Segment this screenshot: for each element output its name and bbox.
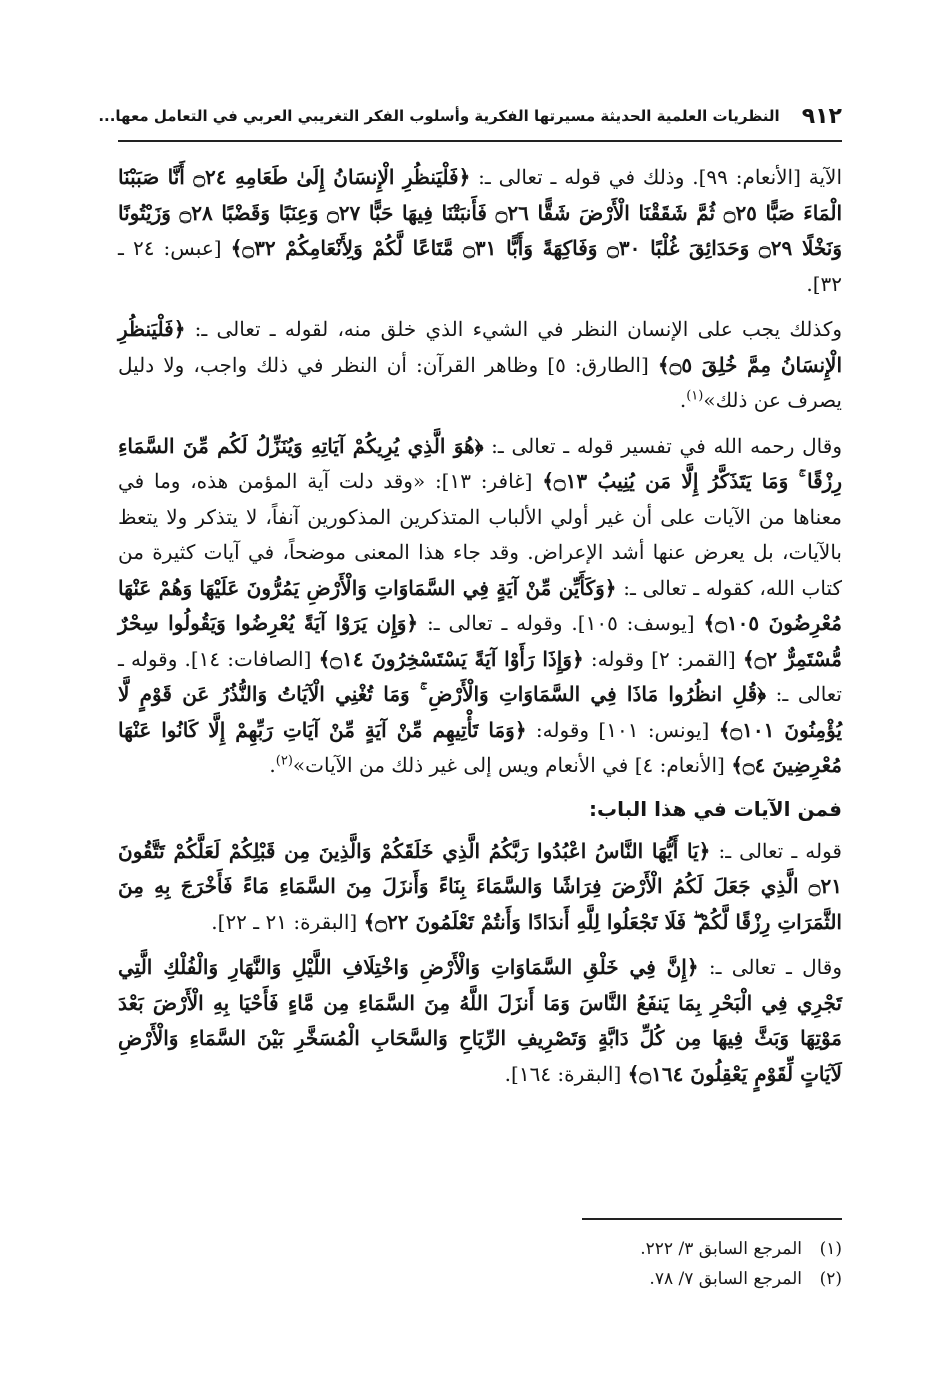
footnote-rule: [582, 1218, 842, 1220]
footnotes: [118, 1234, 842, 1294]
quran-verse: ﴿هُوَ الَّذِي يُرِيكُمْ آيَاتِهِ وَيُنَزِّلُ لَكُم مِّنَ السَّمَاءِ رِزْقًا ۚ وَمَا يَتَذَكَّرُ إِلَّا مَن يُنِيبُ ۝١٣﴾: [118, 433, 842, 493]
footnote-reference: (٢): [275, 753, 293, 769]
quran-verse: ﴿وَإِذَا رَأَوْا آيَةً يَسْتَسْخِرُونَ ۝١٤﴾: [318, 646, 584, 671]
paragraph-text: [القمر: ٢] وقوله:: [583, 646, 743, 671]
paragraph-text: وقال رحمه الله في تفسير قوله ـ تعالى ـ:: [483, 433, 842, 458]
paragraph-text: [عبس: ٢٤ ـ ٣٢].: [118, 236, 842, 296]
paragraph-text: [البقرة: ١٦٤].: [504, 1061, 628, 1086]
paragraph-text: وكذلك يجب على الإنسان النظر في الشيء الذي خلق منه، لقوله ـ تعالى ـ:: [185, 317, 842, 341]
paragraph-text: [الصافات: ١٤]. وقوله ـ تعالى ـ:: [118, 646, 842, 706]
quran-verse: ﴿وَإِن يَرَوْا آيَةً يُعْرِضُوا وَيَقُولُوا سِحْرٌ مُّسْتَمِرٌّ ۝٢﴾: [118, 611, 843, 671]
paragraph-text: [يوسف: ١٠٥]. وقوله ـ تعالى ـ:: [418, 611, 704, 635]
header-rule: [118, 140, 842, 142]
paragraph-text: .: [269, 753, 276, 777]
quran-verse: ﴿يَا أَيُّهَا النَّاسُ اعْبُدُوا رَبَّكُمُ الَّذِي خَلَقَكُمْ وَالَّذِينَ مِن قَبْلِكُمْ لَعَلَّكُمْ تَتَّقُونَ ۝٢١ الَّذِي جَعَلَ لَكُمُ الْأَرْضَ فِرَاشًا وَالسَّمَاءَ بِنَاءً وَأَنزَلَ مِنَ السَّمَاءِ مَاءً فَأَخْرَجَ بِهِ مِنَ الثَّمَرَاتِ رِزْقًا لَّكُمْ ۖ فَلَا تَجْعَلُوا لِلَّهِ أَندَادًا وَأَنتُمْ تَعْلَمُونَ ۝٢٢﴾: [118, 838, 842, 934]
quran-verse: ﴿فَلْيَنظُرِ الْإِنسَانُ إِلَىٰ طَعَامِهِ ۝٢٤ أَنَّا صَبَبْنَا الْمَاءَ صَبًّا ۝٢٥ ثُمَّ شَقَقْنَا الْأَرْضَ شَقًّا ۝٢٦ فَأَنبَتْنَا فِيهَا حَبًّا ۝٢٧ وَعِنَبًا وَقَضْبًا ۝٢٨ وَزَيْتُونًا وَنَخْلًا ۝٢٩ وَحَدَائِقَ غُلْبًا ۝٣٠ وَفَاكِهَةً وَأَبًّا ۝٣١ مَّتَاعًا لَّكُمْ وَلِأَنْعَامِكُمْ ۝٣٢﴾: [118, 165, 843, 260]
paragraph-1: [118, 160, 842, 302]
paragraph-text: [الطارق: ٥] وظاهر القرآن: أن النظر في ذلك واجب، ولا دليل يصرف عن ذلك»: [118, 352, 842, 412]
footnote-number: (١): [819, 1239, 842, 1259]
quran-verse: ﴿إِنَّ فِي خَلْقِ السَّمَاوَاتِ وَالْأَرْضِ وَاخْتِلَافِ اللَّيْلِ وَالنَّهَارِ وَالْفُلْكِ الَّتِي تَجْرِي فِي الْبَحْرِ بِمَا يَنفَعُ النَّاسَ وَمَا أَنزَلَ اللَّهُ مِنَ السَّمَاءِ مِن مَّاءٍ فَأَحْيَا بِهِ الْأَرْضَ بَعْدَ مَوْتِهَا وَبَثَّ فِيهَا مِن كُلِّ دَابَّةٍ وَتَصْرِيفِ الرِّيَاحِ وَالسَّحَابِ الْمُسَخَّرِ بَيْنَ السَّمَاءِ وَالْأَرْضِ لَآيَاتٍ لِّقَوْمٍ يَعْقِلُونَ ۝١٦٤﴾: [118, 955, 842, 1086]
running-title: النظريات العلمية الحديثة مسيرتها الفكرية وأسلوب الفكر التغريبي العربي في التعامل معها...: [98, 107, 780, 125]
page-header: [98, 96, 842, 136]
paragraph-text: [يونس: ١٠١] وقوله:: [526, 717, 719, 742]
paragraph-2: [118, 312, 842, 419]
paragraph-5: [118, 950, 842, 1092]
paragraph-text: الآية [الأنعام: ٩٩]. وذلك في قوله ـ تعالى ـ:: [470, 165, 842, 189]
paragraph-text: [الأنعام: ٤] في الأنعام ويس إلى غير ذلك من الآيات»: [292, 753, 732, 777]
paragraph-4: [118, 834, 842, 941]
page-number: ٩١٢: [801, 103, 842, 129]
paragraph-text: وقال ـ تعالى ـ:: [698, 955, 842, 979]
paragraph-3: [118, 429, 842, 784]
paragraph-text: قوله ـ تعالى ـ:: [710, 838, 842, 863]
section-heading: فمن الآيات في هذا الباب:: [589, 796, 842, 821]
footnote-text: المرجع السابق ٧/ ٧٨.: [649, 1269, 802, 1289]
footnote-item: [118, 1234, 842, 1264]
paragraph-text: [غافر: ١٣]: «وقد دلت آية المؤمن هذه، وما في معناها من الآيات على أن غير أولي الألباب المتذكرين المذكورين آنفاً، لا يتذكر ولا يتعظ بالآيات، بل يعرض عنها أشد الإعراض. وقد جاء هذا المعنى موضحاً، في آيات كثيرة من كتاب الله، كقوله ـ تعالى ـ:: [118, 469, 843, 600]
paragraph-text: .: [679, 388, 687, 412]
footnote-number: (٢): [819, 1269, 842, 1289]
quran-verse: ﴿وَمَا تَأْتِيهِم مِّنْ آيَةٍ مِّنْ آيَاتِ رَبِّهِمْ إِلَّا كَانُوا عَنْهَا مُعْرِضِينَ ۝٤﴾: [118, 717, 842, 777]
footnote-text: المرجع السابق ٣/ ٢٢٢.: [640, 1239, 802, 1259]
quran-verse: ﴿فَلْيَنظُرِ الْإِنسَانُ مِمَّ خُلِقَ ۝٥﴾: [118, 317, 842, 377]
paragraph-text: [البقرة: ٢١ ـ ٢٢].: [211, 909, 364, 934]
footnote-reference: (١): [686, 388, 704, 404]
quran-verse: ﴿وَكَأَيِّن مِّنْ آيَةٍ فِي السَّمَاوَاتِ وَالْأَرْضِ يَمُرُّونَ عَلَيْهَا وَهُمْ عَنْهَا مُعْرِضُونَ ۝١٠٥﴾: [118, 575, 843, 635]
quran-verse: ﴿قُلِ انظُرُوا مَاذَا فِي السَّمَاوَاتِ وَالْأَرْضِ ۚ وَمَا تُغْنِي الْآيَاتُ وَالنُّذُرُ عَن قَوْمٍ لَّا يُؤْمِنُونَ ۝١٠١﴾: [118, 682, 843, 742]
footnote-item: [118, 1264, 842, 1294]
body-text: [118, 160, 842, 1102]
